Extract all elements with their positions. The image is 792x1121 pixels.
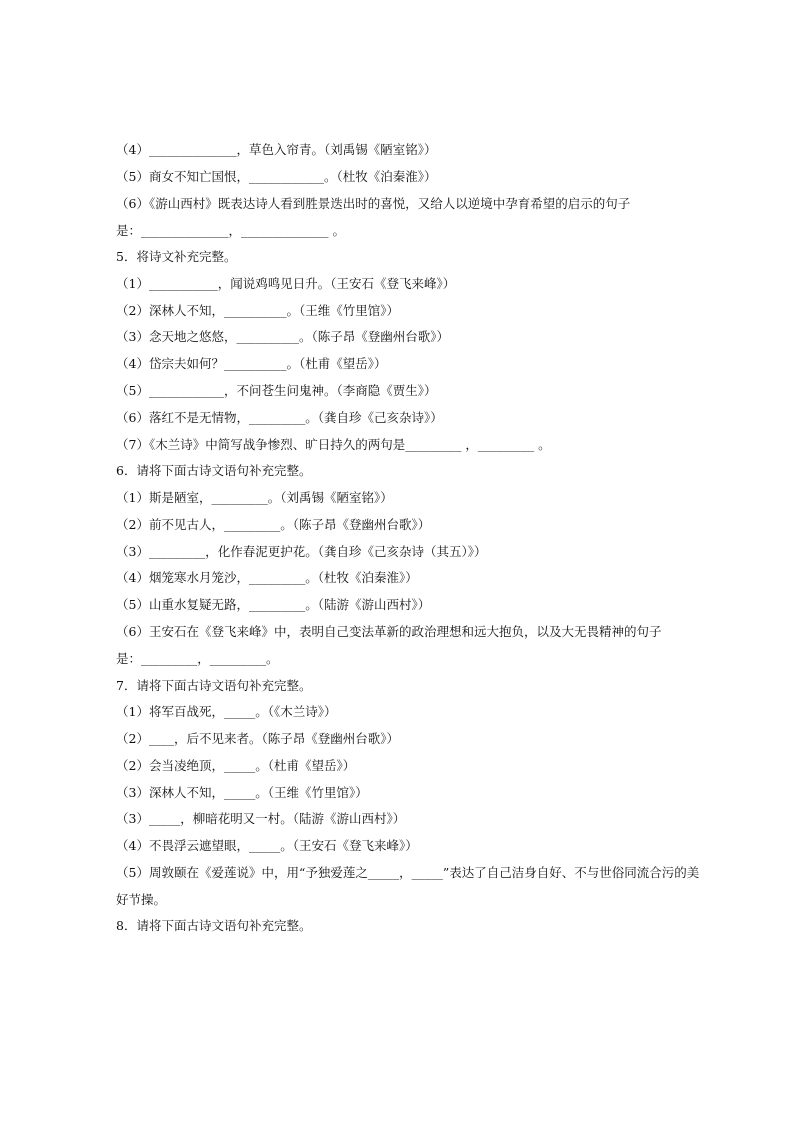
text-line: （2）会当凌绝顶，_____。（杜甫《望岳》）	[116, 758, 356, 773]
text-line: （6）王安石在《登飞来峰》中，表明自己变法革新的政治理想和远大抱负，以及大无畏精神的句子	[116, 624, 662, 639]
text-line: （4）______________，草色入帘青。（刘禹锡《陋室铭》）	[116, 142, 437, 157]
text-line: （4）不畏浮云遮望眼，_____。（王安石《登飞来峰》）	[116, 838, 418, 853]
text-line: （4）烟笼寒水月笼沙，_________。（杜牧《泊秦淮》）	[116, 570, 418, 585]
text-line: （2）____，后不见来者。（陈子昂《登幽州台歌》）	[116, 731, 399, 746]
text-line: （5）____________，不问苍生问鬼神。（李商隐《贾生》）	[116, 383, 437, 398]
text-line: 是：______________，______________ 。	[116, 223, 345, 238]
text-line: （4）岱宗夫如何？__________。（杜甫《望岳》）	[116, 356, 387, 371]
text-line: （5）山重水复疑无路，_________。（陆游《游山西村》）	[116, 597, 431, 612]
text-line: （5）商女不知亡国恨，____________。（杜牧《泊秦淮》）	[116, 169, 437, 184]
section-heading: 7．请将下面古诗文语句补充完整。	[116, 678, 312, 693]
text-line: 是：_________，_________。	[116, 651, 279, 666]
text-line: （6）《游山西村》既表达诗人看到胜景迭出时的喜悦，又给人以逆境中孕育希望的启示的句子	[116, 196, 631, 211]
text-line: （1）将军百战死，_____。（《木兰诗》）	[116, 704, 337, 719]
section-heading: 5．将诗文补充完整。	[116, 249, 237, 264]
section-heading: 6．请将下面古诗文语句补充完整。	[116, 463, 312, 478]
text-line: （3）念天地之悠悠，__________。（陈子昂《登幽州台歌》）	[116, 329, 449, 344]
text-line: （2）前不见古人，_________。（陈子昂《登幽州台歌》）	[116, 517, 431, 532]
text-line: （6）落红不是无情物，_________。（龚自珍《己亥杂诗》）	[116, 410, 443, 425]
text-line: （5）周敦颐在《爱莲说》中，用“予独爱莲之_____，_____”表达了自己洁身自好、不与世俗同流合污的美	[116, 865, 700, 880]
text-line: （2）深林人不知，__________。（王维《竹里馆》）	[116, 303, 399, 318]
text-line: （1）斯是陋室，_________。（刘禹锡《陋室铭》）	[116, 490, 393, 505]
text-line: （3）深林人不知，_____。（王维《竹里馆》）	[116, 785, 368, 800]
text-line: （1）___________，闻说鸡鸣见日升。（王安石《登飞来峰》）	[116, 276, 456, 291]
text-line: （3）_________，化作春泥更护花。（龚自珍《己亥杂诗（其五）》）	[116, 544, 487, 559]
text-line: （7）《木兰诗》中简写战争惨烈、旷日持久的两句是_________ ，_________ 。	[116, 437, 551, 452]
section-heading: 8．请将下面古诗文语句补充完整。	[116, 918, 312, 933]
text-line: （3）_____，柳暗花明又一村。（陆游《游山西村》）	[116, 811, 406, 826]
text-line: 好节操。	[116, 892, 167, 907]
